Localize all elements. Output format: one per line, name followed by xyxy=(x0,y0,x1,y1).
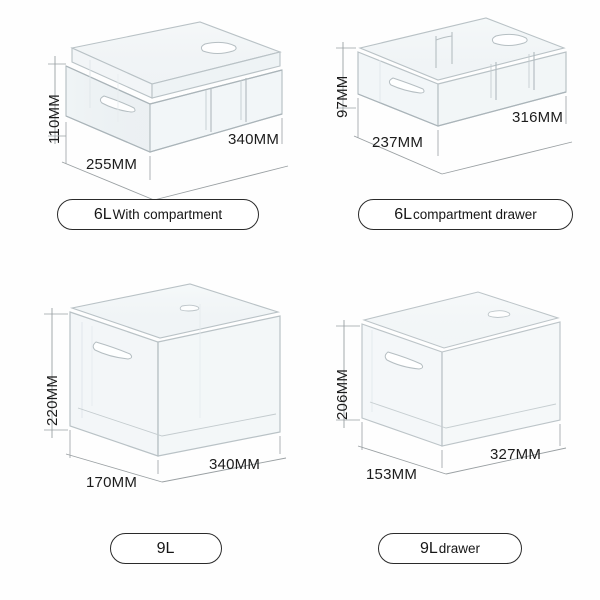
caption-text-label: compartment drawer xyxy=(413,207,537,222)
dimension-width-9l-drawer: 153MM xyxy=(366,466,418,483)
dimension-height-9l: 220MM xyxy=(44,374,61,426)
caption-6l-with-compartment xyxy=(57,199,259,230)
dimension-depth-6l-compartment-drawer: 316MM xyxy=(512,109,564,126)
caption-9l xyxy=(110,533,222,564)
dimension-width-6l-with-compartment: 255MM xyxy=(86,156,138,173)
dimension-height-6l-compartment-drawer: 97MM xyxy=(334,75,351,118)
caption-size-label: 6L xyxy=(394,205,412,223)
dimension-depth-9l-drawer: 327MM xyxy=(490,446,542,463)
dimension-height-6l-with-compartment: 110MM xyxy=(46,94,63,144)
product-cell-9l xyxy=(0,268,300,557)
caption-text-label: With compartment xyxy=(112,207,223,222)
caption-size-label: 9L xyxy=(419,539,438,557)
caption-size-label: 9L xyxy=(156,539,175,557)
product-illustration-6l-with-compartment xyxy=(0,4,300,219)
dimension-depth-6l-with-compartment: 340MM xyxy=(228,131,280,148)
product-cell-6l-with-compartment xyxy=(0,4,300,269)
caption-9l-drawer xyxy=(378,533,522,564)
dimension-depth-9l: 340MM xyxy=(209,456,261,473)
dimension-height-9l-drawer: 206MM xyxy=(334,368,351,420)
product-cell-9l-drawer xyxy=(300,268,600,557)
dimension-width-9l: 170MM xyxy=(86,474,138,491)
caption-size-label: 6L xyxy=(93,205,112,223)
dimension-width-6l-compartment-drawer: 237MM xyxy=(372,134,424,151)
product-cell-6l-compartment-drawer xyxy=(300,4,600,269)
caption-6l-compartment-drawer xyxy=(358,199,573,230)
caption-text-label: drawer xyxy=(438,541,481,556)
